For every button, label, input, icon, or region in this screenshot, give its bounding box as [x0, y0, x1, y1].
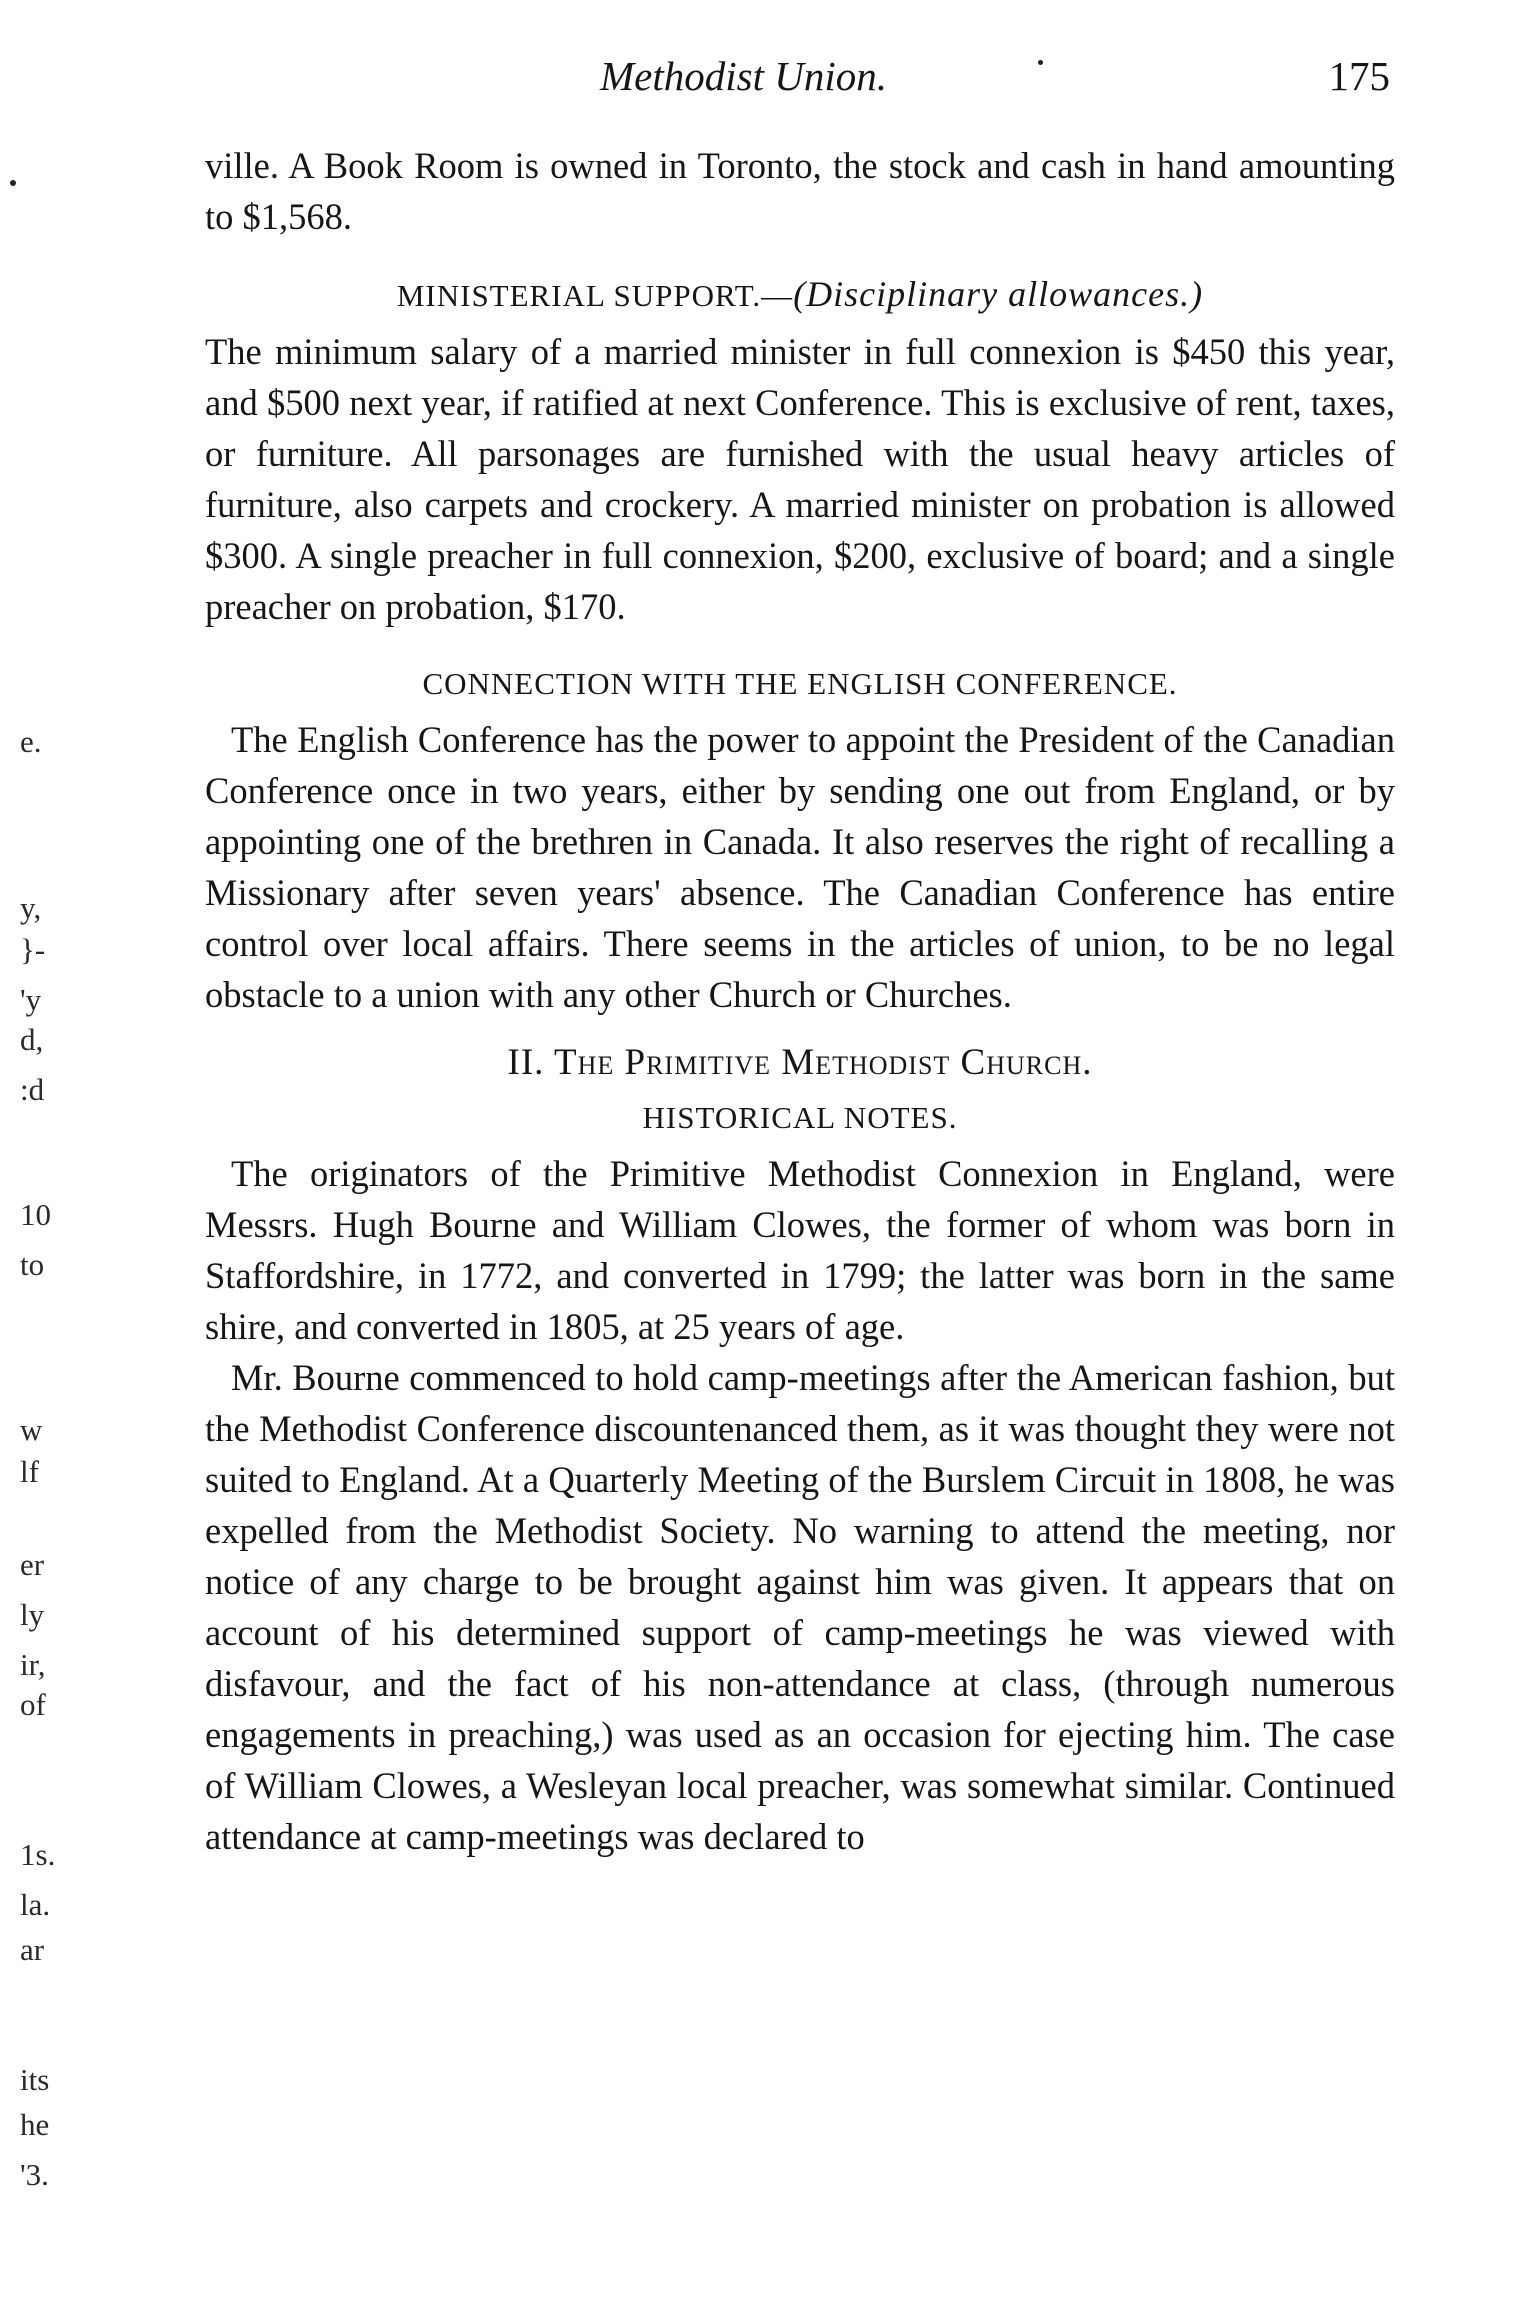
margin-fragment: '3. — [20, 2157, 49, 2192]
margin-speck — [10, 180, 16, 186]
margin-fragment: y, — [20, 890, 42, 925]
margin-fragment: 'y — [20, 982, 42, 1017]
paragraph-camp-meetings: Mr. Bourne commenced to hold camp-meetings after the American fashion, but the Methodist Conference discountenanced them, as it was thought they were not suited to England. At a Quarterly Meeting of the Burslem Circuit in 1808, he was expelled from the Methodist Society. No warning to attend the meeting, nor notice of any charge to be brought against him was given. It appears that on account of his determined support of camp-meetings he was viewed with disfavour, and the fact of his non-attendance at class, (through numerous engagements in preaching,) was used as an occasion for ejecting him. The case of William Clowes, a Wesleyan local preacher, was somewhat similar. Continued attendance at camp-meetings was declared to — [205, 1357, 1395, 1857]
heading-historical-notes: HISTORICAL NOTES. — [642, 1100, 958, 1135]
margin-fragment: :d — [20, 1072, 45, 1107]
print-speck — [1038, 60, 1043, 65]
margin-fragment: er — [20, 1547, 45, 1582]
body-text — [205, 140, 1395, 1862]
margin-fragment: ar — [20, 1932, 45, 1967]
heading-connection-english-conference: CONNECTION WITH THE ENGLISH CONFERENCE. — [422, 666, 1178, 701]
paragraph-book-room: ville. A Book Room is owned in Toronto, the stock and cash in hand amounting to $1,568. — [205, 145, 1395, 237]
margin-fragment: la. — [20, 1887, 51, 1922]
margin-fragment: 10 — [20, 1197, 51, 1232]
heading-primitive-methodist-church: II. The Primitive Methodist Church. — [507, 1042, 1093, 1083]
margin-fragment: ly — [20, 1597, 45, 1632]
margin-fragment: }- — [20, 932, 46, 967]
heading-ministerial-support-note: (Disciplinary allowances.) — [793, 274, 1204, 314]
running-title: Methodist Union. — [600, 53, 887, 99]
page-header — [600, 52, 1390, 112]
margin-fragment: its — [20, 2062, 50, 2097]
margin-fragment: 1s. — [20, 1837, 56, 1872]
margin-fragment: e. — [20, 724, 42, 759]
page-number: 175 — [1328, 53, 1390, 99]
margin-fragment: of — [20, 1687, 46, 1722]
margin-fragment: he — [20, 2107, 50, 2142]
margin-fragment: d, — [20, 1022, 44, 1057]
margin-fragment: w — [20, 1412, 43, 1447]
paragraph-salaries: The minimum salary of a married minister in full connexion is $450 this year, and $500 next year, if ratified at next Conference. This is exclusive of rent, taxes, or furniture. All parsonages are furnished with the usual heavy articles of furniture, also carpets and crockery. A married minister on probation is allowed $300. A single preacher in full connexion, $200, exclusive of board; and a single preacher on probation, $170. — [205, 331, 1395, 627]
heading-ministerial-support-label: MINISTERIAL SUPPORT.— — [396, 278, 794, 313]
margin-fragment: lf — [20, 1454, 39, 1489]
paragraph-originators: The originators of the Primitive Methodist Connexion in England, were Messrs. Hugh Bourne and William Clowes, the former of whom was born in Staffordshire, in 1772, and converted in 1799; the latter was born in the same shire, and converted in 1805, at 25 years of age. — [205, 1153, 1395, 1347]
heading-ministerial-support — [205, 272, 1395, 318]
paragraph-english-conference: The English Conference has the power to appoint the President of the Canadian Conference once in two years, either by sending one out from England, or by appointing one of the brethren in Canada. It also reserves the right of recalling a Missionary after seven years' absence. The Canadian Conference has entire control over local affairs. There seems in the articles of union, to be no legal obstacle to a union with any other Church or Churches. — [205, 719, 1395, 1015]
margin-fragment: to — [20, 1247, 45, 1282]
margin-fragment: ir, — [20, 1647, 46, 1682]
